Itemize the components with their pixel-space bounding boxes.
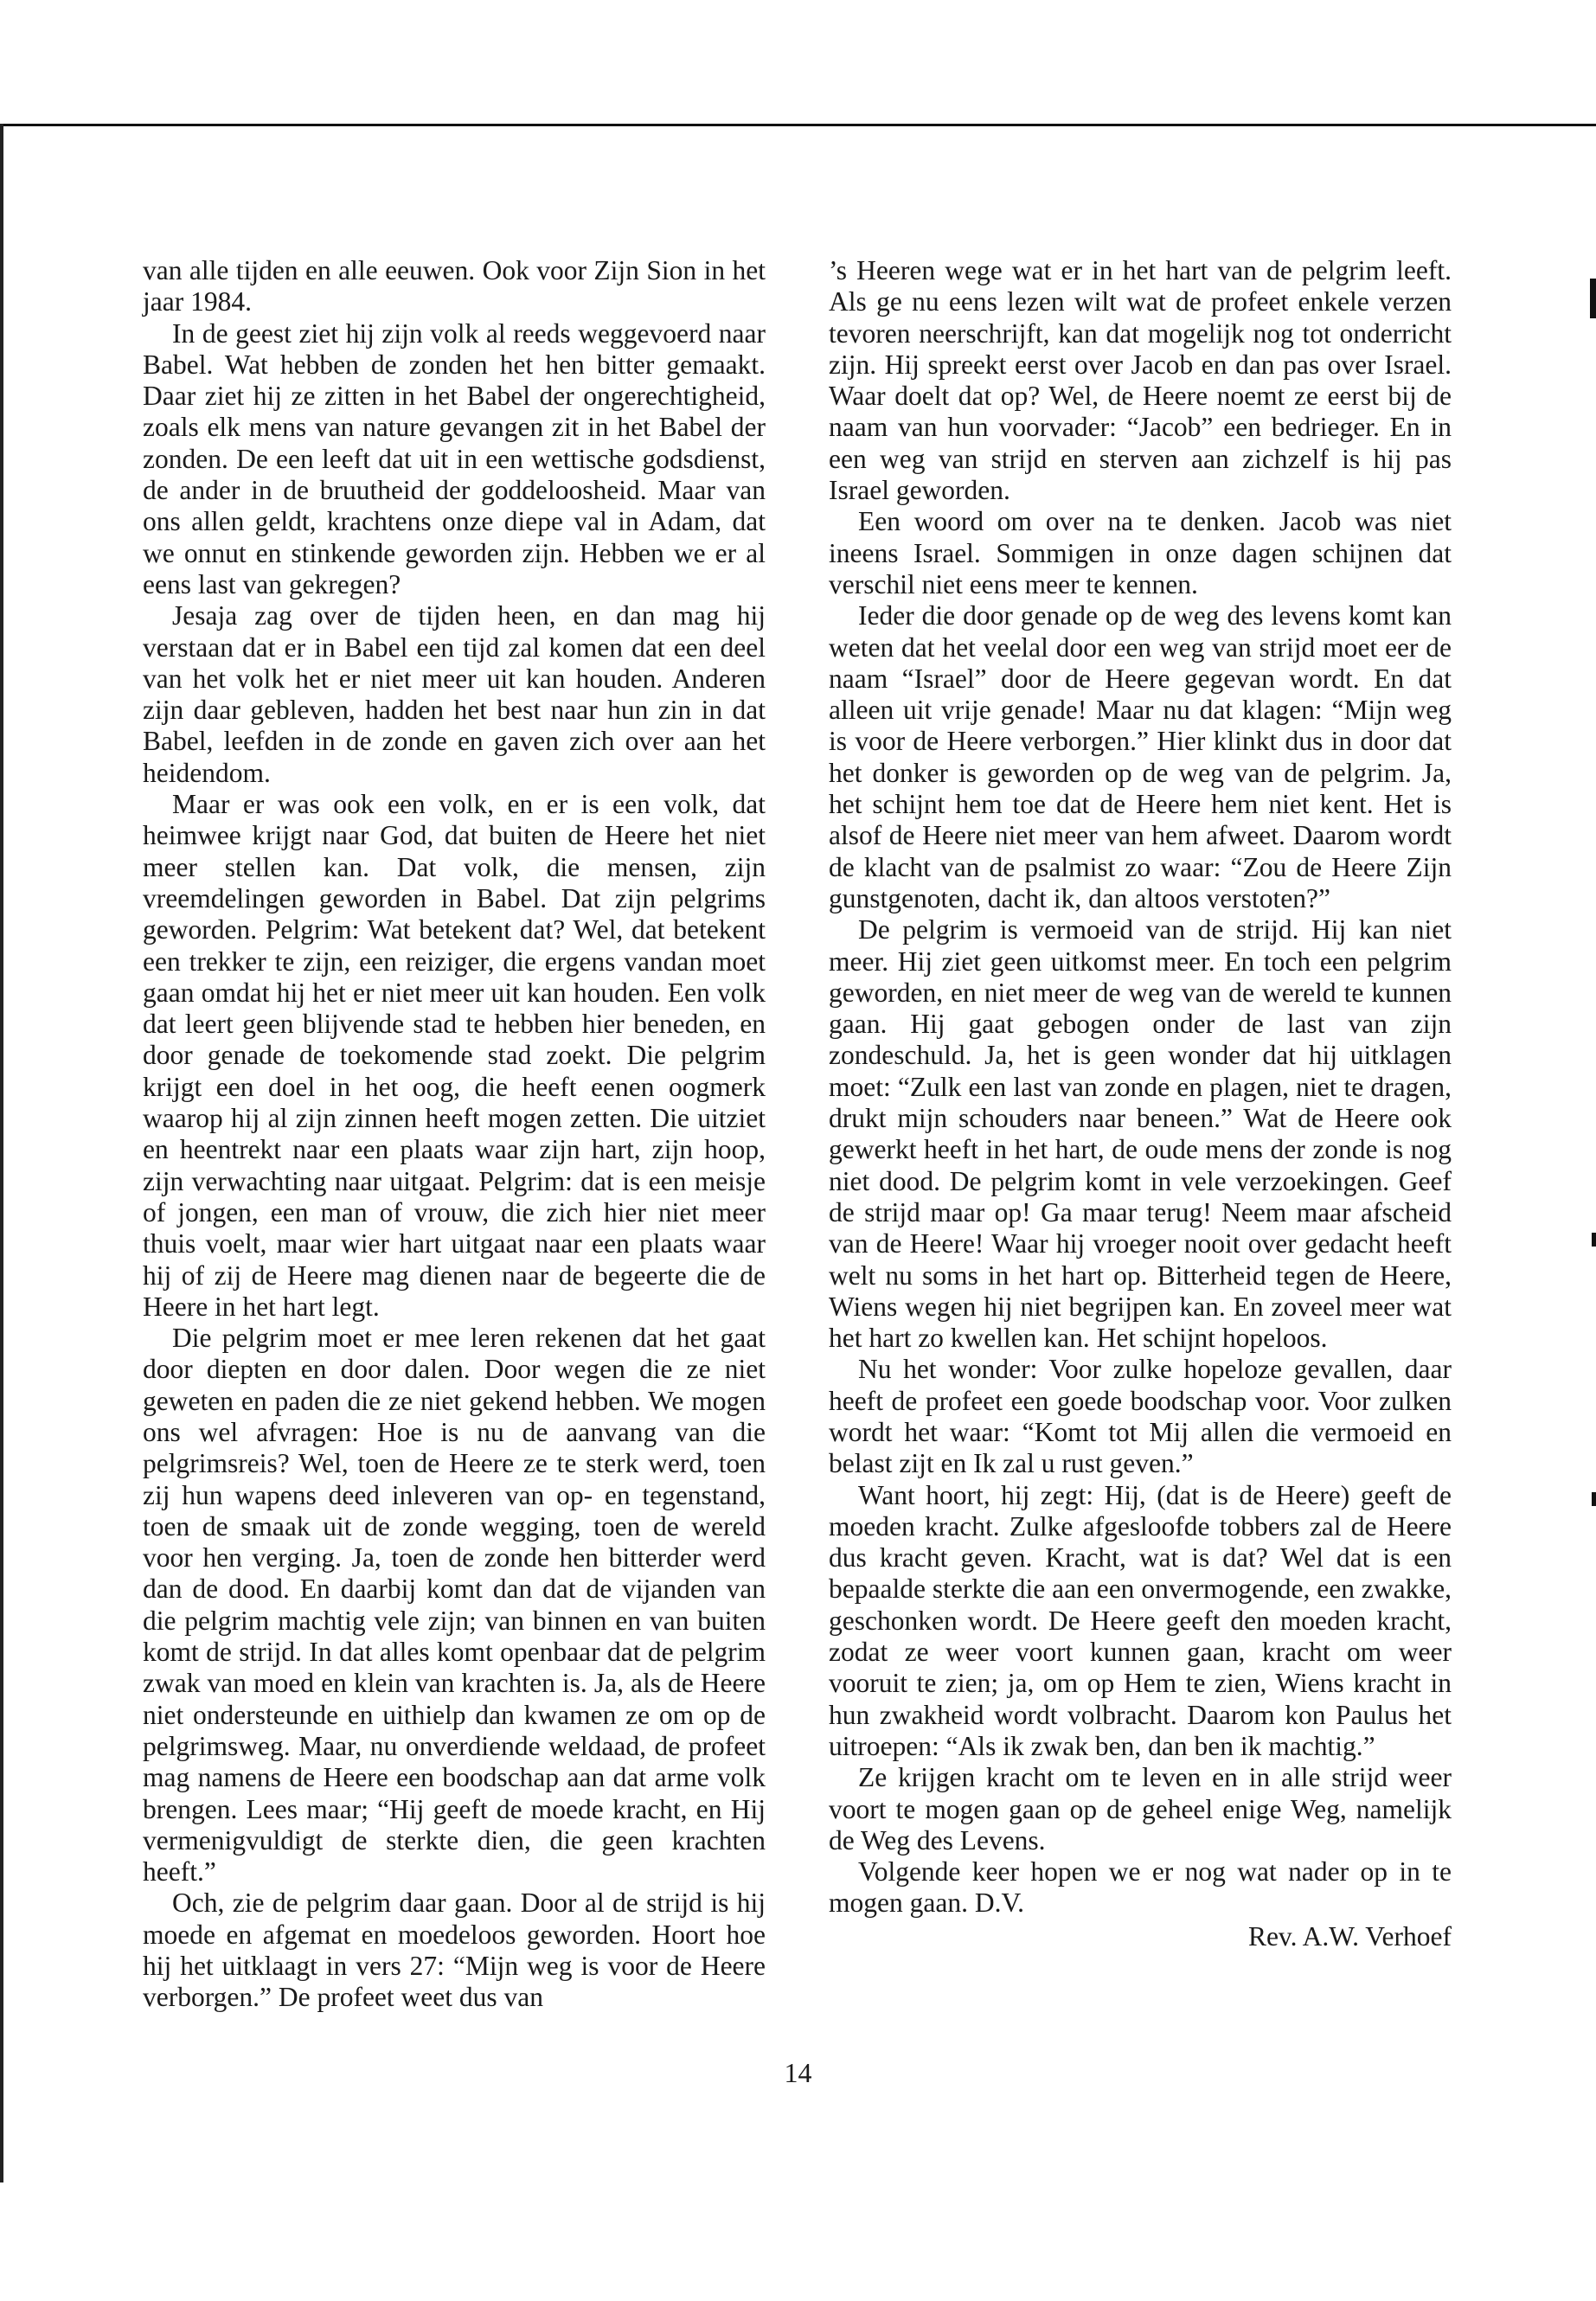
scan-edge-mark [1590, 279, 1596, 318]
paragraph: Nu het wonder: Voor zulke hopeloze gevallen, daar heeft de profeet een goede boodschap voor. Voor zulken wordt het waar: “Komt tot Mij allen die vermoeid en belast zijt en Ik zal u rust geven.” [829, 1354, 1452, 1479]
paragraph: Die pelgrim moet er mee leren rekenen dat het gaat door diepten en door dalen. Door wegen die ze niet geweten en paden die ze niet gekend hebben. We mogen ons wel afvragen: Hoe is nu de aanvang van die pelgrimsreis? Wel, toen de Heere ze te sterk werd, toen zij hun wapens deed inleveren van op- en tegenstand, toen de smaak uit de zonde wegging, toen de wereld voor hen verging. Ja, toen de zonde hen bitterder werd dan de dood. En daarbij komt dan dat de vijanden van die pelgrim machtig vele zijn; van binnen en van buiten komt de strijd. In dat alles komt openbaar dat de pelgrim zwak van moed en klein van krachten is. Ja, als de Heere niet ondersteunde en uithielp dan kwamen ze om op de pelgrimsweg. Maar, nu onverdiende weldaad, de profeet mag namens de Heere een boodschap aan dat arme volk brengen. Lees maar; “Hij geeft de moede kracht, en Hij vermenigvuldigt de sterkte dien, die geen krachten heeft.” [143, 1323, 766, 1888]
scan-top-border [0, 124, 1596, 126]
paragraph: Volgende keer hopen we er nog wat nader op in te mogen gaan. D.V. [829, 1856, 1452, 1919]
paragraph: Jesaja zag over de tijden heen, en dan mag hij verstaan dat er in Babel een tijd zal komen dat een deel van het volk het er niet meer uit kan houden. Anderen zijn daar gebleven, hadden het best naar hun zin in dat Babel, leefden in de zonde en gaven zich over aan het heidendom. [143, 600, 766, 788]
scan-left-border [0, 124, 3, 2182]
scan-edge-mark [1592, 1492, 1596, 1506]
paragraph: Ieder die door genade op de weg des levens komt kan weten dat het veelal door een weg van strijd moet eer de naam “Israel” door de Heere gegevan wordt. En dat alleen uit vrije genade! Maar nu dat klagen: “Mijn weg is voor de Heere verborgen.” Hier klinkt dus in door dat het donker is geworden op de weg van de pelgrim. Ja, het schijnt hem toe dat de Heere hem niet kent. Het is alsof de Heere niet meer van hem afweet. Daarom wordt de klacht van de psalmist zo waar: “Zou de Heere Zijn gunstgenoten, dacht ik, dan altoos verstoten?” [829, 600, 1452, 913]
left-text-column [143, 255, 766, 2014]
paragraph: De pelgrim is vermoeid van de strijd. Hij kan niet meer. Hij ziet geen uitkomst meer. En toch een pelgrim geworden, en niet meer de weg van de wereld te kunnen gaan. Hij gaat gebogen onder de last van zijn zondeschuld. Ja, het is geen wonder dat hij uitklagen moet: “Zulk een last van zonde en plagen, niet te dragen, drukt mijn schouders naar beneen.” Wat de Heere ook gewerkt heeft in het hart, de oude mens der zonde is nog niet dood. De pelgrim komt in vele verzoekingen. Geef de strijd maar op! Ga maar terug! Neem maar afscheid van de Heere! Waar hij vroeger nooit over gedacht heeft welt nu soms in het hart op. Bitterheid tegen de Heere, Wiens wegen hij niet begrijpen kan. En zoveel meer wat het hart zo kwellen kan. Het schijnt hopeloos. [829, 914, 1452, 1354]
author-signature: Rev. A.W. Verhoef [1247, 1920, 1452, 1952]
right-text-column [829, 255, 1452, 1952]
paragraph: Want hoort, hij zegt: Hij, (dat is de Heere) geeft de moeden kracht. Zulke afgesloofde tobbers zal de Heere dus kracht geven. Kracht, wat is dat? Wel dat is een bepaalde sterkte die aan een onvermogende, een zwakke, geschonken wordt. De Heere geeft den moeden kracht, zodat ze weer voort kunnen gaan, kracht om weer vooruit te zien; ja, om op Hem te zien, Wiens kracht in hun zwakheid wordt volbracht. Daarom kon Paulus het uitroepen: “Als ik zwak ben, dan ben ik machtig.” [829, 1479, 1452, 1761]
paragraph: van alle tijden en alle eeuwen. Ook voor Zijn Sion in het jaar 1984. [143, 255, 766, 317]
paragraph: Maar er was ook een volk, en er is een volk, dat heimwee krijgt naar God, dat buiten de Heere het niet meer stellen kan. Dat volk, die mensen, zijn vreemdelingen geworden in Babel. Dat zijn pelgrims geworden. Pelgrim: Wat betekent dat? Wel, dat betekent een trekker te zijn, een reiziger, die ergens vandan moet gaan omdat hij het er niet meer uit kan houden. Een volk dat leert geen blijvende stad te hebben hier beneden, en door genade de toekomende stad zoekt. Die pelgrim krijgt een doel in het oog, die heeft eenen oogmerk waarop hij al zijn zinnen heeft mogen zetten. Die uitziet en heentrekt naar een plaats waar zijn hart, zijn hoop, zijn verwachting naar uitgaat. Pelgrim: dat is een meisje of jongen, een man of vrouw, die zich hier niet meer thuis voelt, maar wier hart uitgaat naar een plaats waar hij of zij de Heere mag dienen naar de begeerte die de Heere in het hart legt. [143, 789, 766, 1322]
paragraph: Och, zie de pelgrim daar gaan. Door al de strijd is hij moede en afgemat en moedeloos geworden. Hoort hoe hij het uitklaagt in vers 27: “Mijn weg is voor de Heere verborgen.” De profeet weet dus van [143, 1888, 766, 2013]
paragraph: Ze krijgen kracht om te leven en in alle strijd weer voort te mogen gaan op de geheel enige Weg, namelijk de Weg des Levens. [829, 1762, 1452, 1856]
paragraph: Een woord om over na te denken. Jacob was niet ineens Israel. Sommigen in onze dagen schijnen dat verschil niet eens meer te kennen. [829, 506, 1452, 599]
page-number: 14 [784, 2057, 812, 2088]
paragraph: ’s Heeren wege wat er in het hart van de pelgrim leeft. Als ge nu eens lezen wilt wat de profeet enkele verzen tevoren neerschrijft, kan dat mogelijk nog tot onderricht zijn. Hij spreekt eerst over Jacob en dan pas over Israel. Waar doelt dat op? Wel, de Heere noemt ze eerst bij de naam van hun voorvader: “Jacob” een bedrieger. En in een weg van strijd en sterven aan zichzelf is hij pas Israel geworden. [829, 255, 1452, 506]
scan-edge-mark [1592, 1233, 1596, 1247]
paragraph: In de geest ziet hij zijn volk al reeds weggevoerd naar Babel. Wat hebben de zonden het hen bitter gemaakt. Daar ziet hij ze zitten in het Babel der ongerechtigheid, zoals elk mens van nature gevangen zit in het Babel der zonden. De een leeft dat uit in een wettische godsdienst, de ander in de bruutheid der goddeloosheid. Maar van ons allen geldt, krachtens onze diepe val in Adam, dat we onnut en stinkende geworden zijn. Hebben we er al eens last van gekregen? [143, 317, 766, 599]
